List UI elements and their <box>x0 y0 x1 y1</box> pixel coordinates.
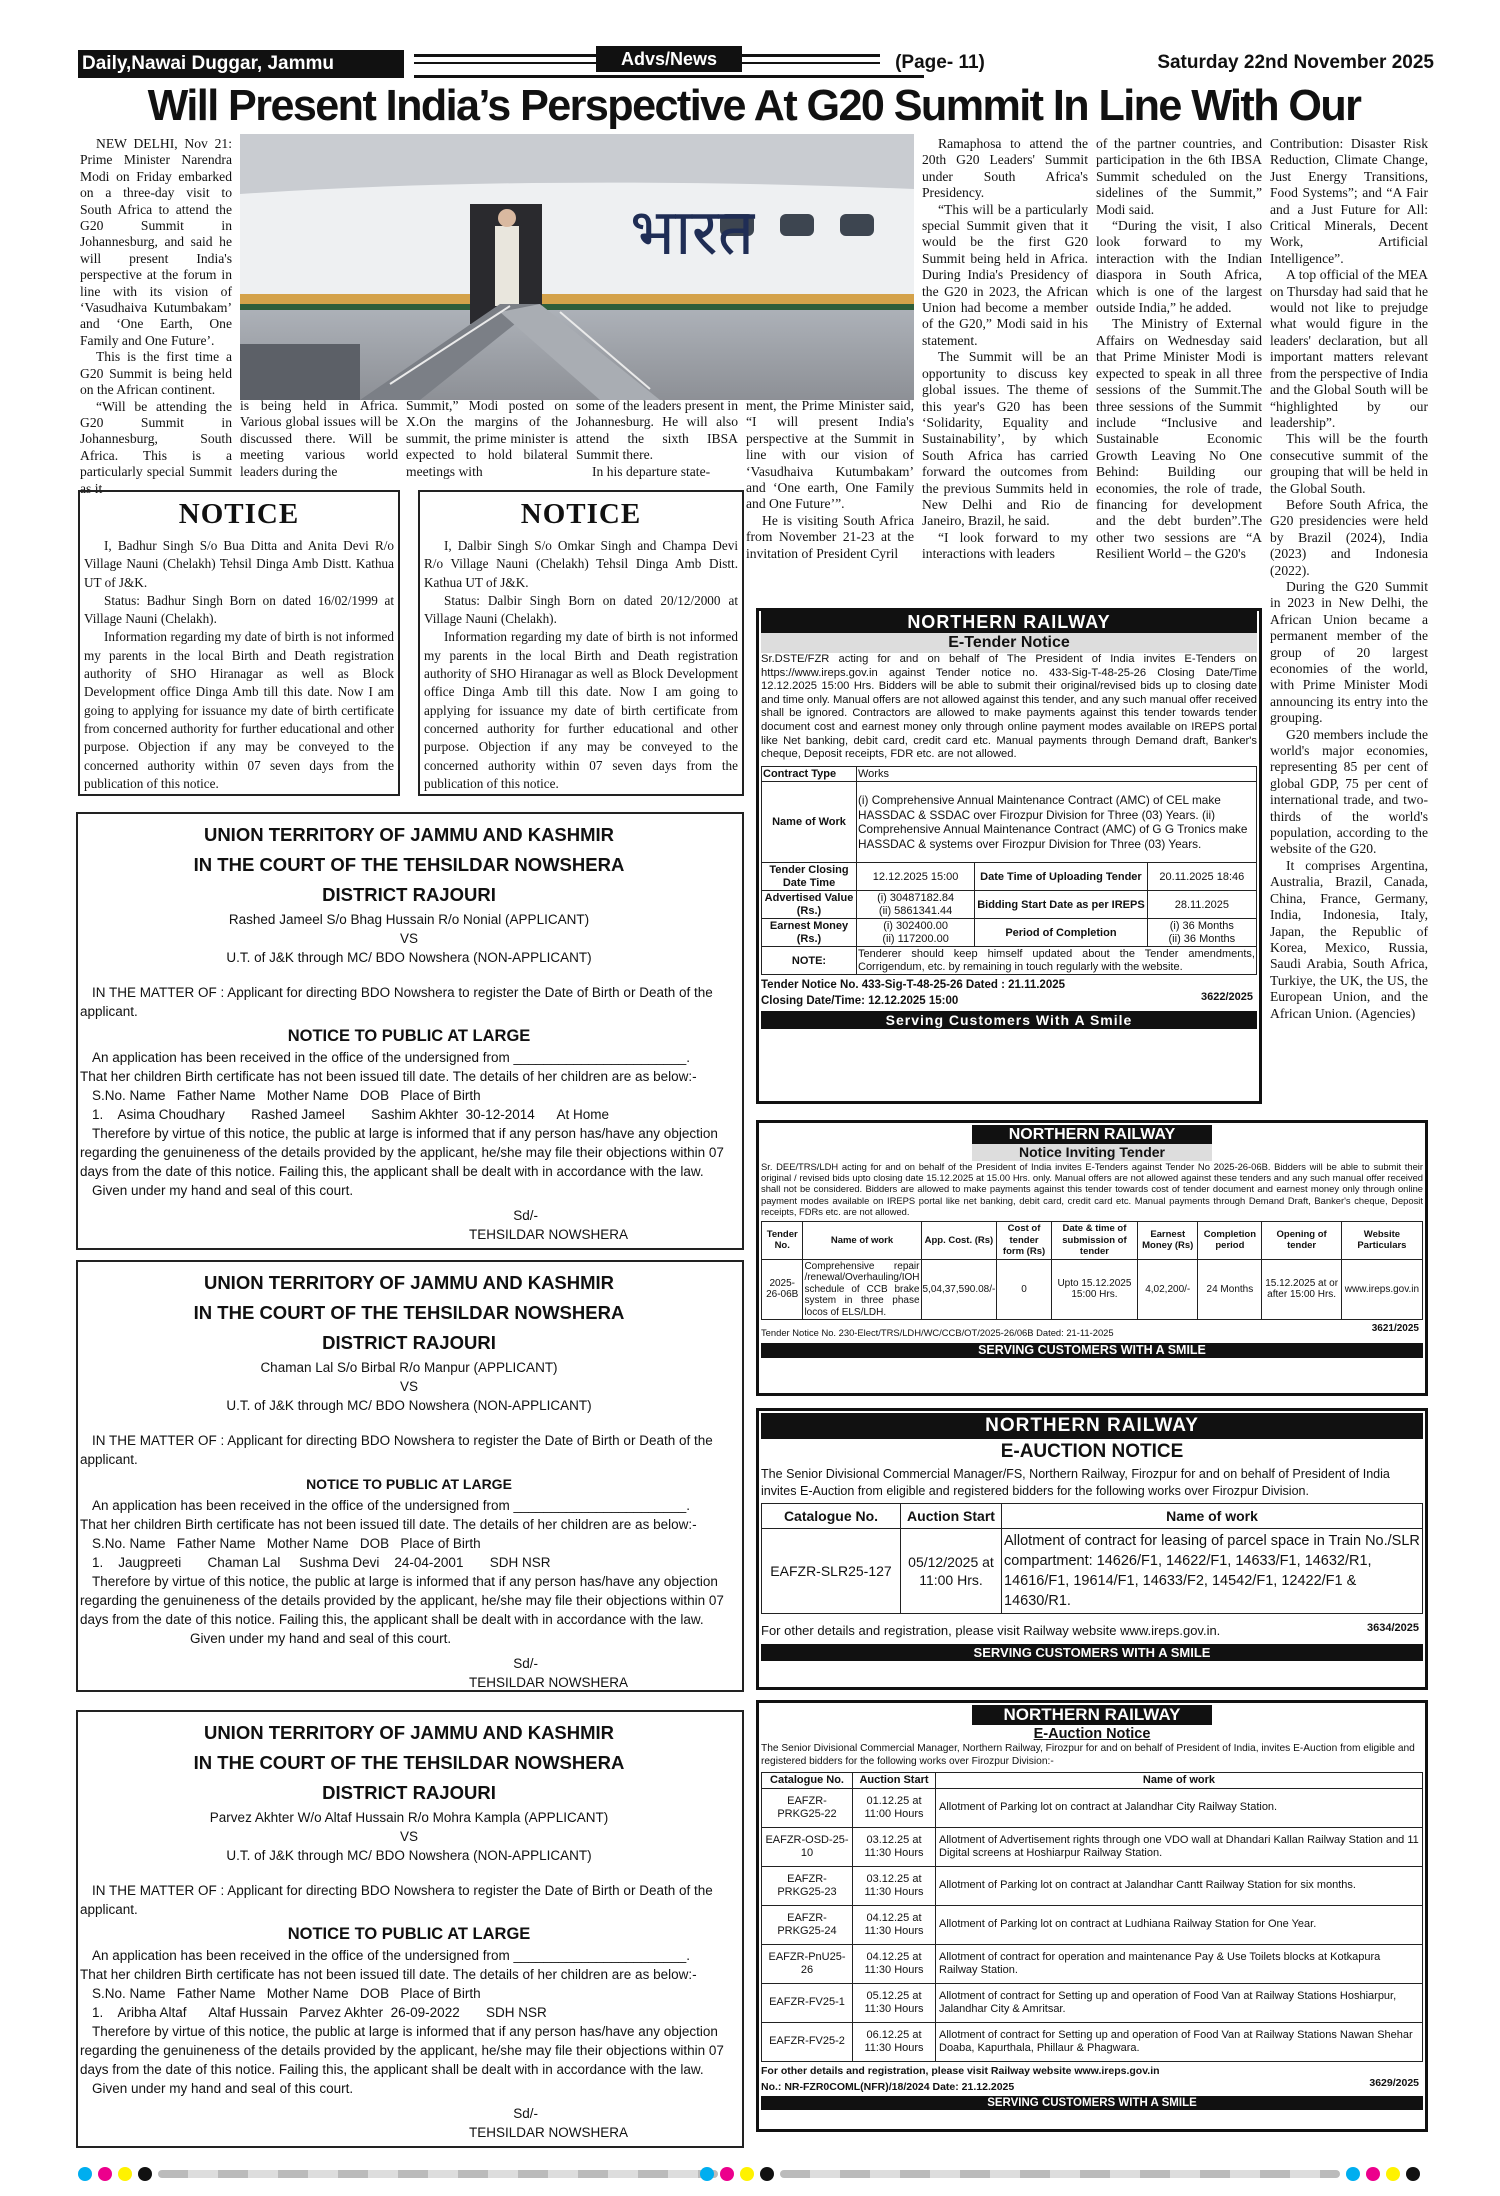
table-cell: 06.12.25 at 11:30 Hours <box>853 2022 936 2061</box>
cell: 05/12/2025 at 11:00 Hrs. <box>901 1529 1002 1614</box>
article-text: This will be the fourth consecutive summit of the grouping that will be held in the Global South. <box>1270 431 1428 496</box>
court-text: That her children Birth certificate has not been issued till date. The details of her children are as below:- <box>80 1967 697 1982</box>
court-sd: Sd/- <box>513 1208 538 1223</box>
notice-title: NOTICE <box>520 498 642 530</box>
table-row <box>762 1788 1423 1827</box>
railway-footer: For other details and registration, please visit Railway website www.ireps.gov.in <box>761 2064 1160 2077</box>
railway-intro: The Senior Divisional Commercial Manager/FS, Northern Railway, Firozpur for and on behalf of President of India invites E-Auction from eligible and registered bidders for the following works over Firozpur Division. <box>761 1466 1390 1498</box>
article-text: In his departure state- <box>592 463 711 479</box>
railway-auction-2 <box>756 1700 1428 2132</box>
table-cell: EAFZR-FV25-1 <box>762 1983 853 2022</box>
table-cell: 05.12.25 at 11:30 Hours <box>853 1983 936 2022</box>
railway-code: 3621/2025 <box>1371 1323 1419 1335</box>
article-text: of the partner countries, and participation in the 6th IBSA Summit scheduled on the sidelines of the Summit,” Modi said. <box>1096 136 1262 217</box>
court-heading: IN THE COURT OF THE TEHSILDAR NOWSHERA <box>193 1752 625 1773</box>
notice-title: NOTICE <box>178 498 300 530</box>
railway-tender-2 <box>756 1120 1428 1396</box>
notice-box-1 <box>78 490 400 796</box>
reg-bar <box>780 2170 1340 2178</box>
court-matter: IN THE MATTER OF : Applicant for directing BDO Nowshera to register the Date of Birth or Death of the applicant. <box>80 1433 713 1467</box>
notice-text: I, Dalbir Singh S/o Omkar Singh and Champa Devi R/o Village Nauni (Chelakh) Tehsil Dinga Amb Distt. Kathua UT of J&K. <box>424 538 738 590</box>
railway-tender-table <box>761 1221 1423 1320</box>
railway-title: NORTHERN RAILWAY <box>972 1705 1212 1725</box>
table-cell: EAFZR-PRKG25-22 <box>762 1788 853 1827</box>
court-public-title: NOTICE TO PUBLIC AT LARGE <box>306 1476 512 1492</box>
article-text: NEW DELHI, Nov 21: Prime Minister Narendra Modi on Friday embarked on a three-day visit to South Africa to attend the G20 Summit in Johannesburg, and said he will present India's perspective at the forum in line with its vision of ‘Vasudhaiva Kutumbakam’ and ‘One Earth, One Family and One Future’. <box>80 136 232 348</box>
reg-dot-yellow <box>118 2167 132 2181</box>
railway-subtitle: E-AUCTION NOTICE <box>1000 1441 1184 1462</box>
table-cell: Allotment of Advertisement rights through one VDO wall at Dhandari Kallan Railway Station and 11 Digital screens at Hoshiarpur Railway Station. <box>936 1827 1423 1866</box>
reg-dot-cyan <box>78 2167 92 2181</box>
railway-footer: For other details and registration, please visit Railway website www.ireps.gov.in. <box>761 1623 1221 1638</box>
article-text: Summit,” Modi posted on X.On the margins of the summit, the prime minister is expected to hold bilateral meetings with <box>406 398 568 479</box>
table-cell: 01.12.25 at 11:00 Hours <box>853 1788 936 1827</box>
railway-slogan: SERVING CUSTOMERS WITH A SMILE <box>761 1343 1423 1358</box>
table-row <box>762 1983 1423 2022</box>
cell: (i) Comprehensive Annual Maintenance Contract (AMC) of CEL make HASSDAC & SSDAC over Firozpur Division for Three (03) Years. (ii) Comprehensive Annual Maintenance Contract (AMC) of G G Tronics make HASSDAC & systems over Firozpur Division for Three (03) Years. <box>857 782 1257 863</box>
court-text: Therefore by virtue of this notice, the public at large is informed that if any person has/have any objection regarding the genuineness of the details provided by the applicant, he/she may file their objections within 07 days from the date of this notice. Failing this, the applicant shall be dealt with in accordance with the law. <box>80 1574 724 1627</box>
court-notice-2 <box>76 1260 744 1692</box>
article-col-8 <box>1270 136 1428 1022</box>
article-col-4 <box>576 398 738 480</box>
railway-slogan: Serving Customers With A Smile <box>761 1011 1257 1029</box>
table-cell: Allotment of Parking lot on contract at Jalandhar Cantt Railway Station for six months. <box>936 1866 1423 1905</box>
cell: (i) 302400.00 (ii) 117200.00 <box>857 919 975 947</box>
table-cell: Allotment of Parking lot on contract at Jalandhar City Railway Station. <box>936 1788 1423 1827</box>
table-cell: Allotment of contract for Setting up and operation of Food Van at Railway Stations Nawan Shehar Doaba, Kapurthala, Phillaur & Phagwara. <box>936 2022 1423 2061</box>
table-cell: EAFZR-PRKG25-24 <box>762 1905 853 1944</box>
table-cell: EAFZR-FV25-2 <box>762 2022 853 2061</box>
railway-auction-1 <box>756 1408 1428 1690</box>
table-cell: Upto 15.12.2025 15:00 Hrs. <box>1051 1259 1137 1320</box>
registration-marks-left <box>78 2166 718 2182</box>
article-col-5 <box>746 398 914 562</box>
table-cell: www.ireps.gov.in <box>1341 1259 1422 1320</box>
railway-intro: The Senior Divisional Commercial Manager, Northern Railway, Firozpur for and on behalf of President of India, invites E-Auction from eligible and registered bidders for the following works over Firozpur Division:- <box>761 1743 1415 1767</box>
court-table-row: 1. Jaugpreeti Chaman Lal Sushma Devi 24-04-2001 SDH NSR <box>92 1555 551 1570</box>
svg-text:भारत: भारत <box>630 196 755 270</box>
table-cell: Allotment of contract for operation and maintenance Pay & Use Toilets blocks at Kotkapura Railway Station. <box>936 1944 1423 1983</box>
article-text: A top official of the MEA on Thursday had said that he would not like to prejudge what would figure in the leaders' declaration, but all important matters relevant from the perspective of India and the Global South will be “highlighted by our leadership”. <box>1270 267 1428 430</box>
court-vs: VS <box>399 1829 418 1844</box>
article-col-7 <box>1096 136 1262 563</box>
article-text: ment, the Prime Minister said, “I will present India's perspective at the Summit in line with our vision of ‘Vasudhaiva Kutumbakam’ and ‘One earth, One Family and One Future’”. <box>746 398 914 512</box>
table-cell: 5,04,37,590.08/- <box>921 1259 997 1320</box>
article-text: G20 members include the world's major economies, representing 85 per cent of global GDP, 75 per cent of international trade, and two-thirds of the world's population, according to the website of the G20. <box>1270 726 1428 857</box>
table-header-cell: Earnest Money (Rs) <box>1138 1222 1198 1260</box>
table-header-cell: Date & time of submission of tender <box>1051 1222 1137 1260</box>
court-sign: TEHSILDAR NOWSHERA <box>468 2125 628 2140</box>
article-text: The Ministry of External Affairs on Wednesday said that Prime Minister Modi is expected to speak in all three sessions of the Summit.The three sessions of the Summit include “Inclusive and Sustainable Economic Growth Leaving No One Behind: Building our economies, the role of trade, financing for development and the debt burden”.The other two sessions are “A Resilient World – the G20's <box>1096 316 1262 562</box>
table-cell: Comprehensive repair /renewal/Overhauling/IOH schedule of CCB brake system in three phase locos of ELS/LDH. <box>804 1260 920 1318</box>
notice-box-2 <box>418 490 744 796</box>
cell: Earnest Money (Rs.) <box>762 919 857 947</box>
railway-footer: Closing Date/Time: 12.12.2025 15:00 <box>761 995 959 1008</box>
cell: Contract Type <box>762 766 857 782</box>
court-sign: TEHSILDAR NOWSHERA <box>468 1227 628 1242</box>
court-respondent: U.T. of J&K through MC/ BDO Nowshera (NON-APPLICANT) <box>226 1398 592 1413</box>
table-row <box>762 2022 1423 2061</box>
court-applicant: Chaman Lal S/o Birbal R/o Manpur (APPLICANT) <box>260 1360 558 1375</box>
notice-body <box>80 537 398 793</box>
masthead-page: (Page- 11) <box>880 52 1000 74</box>
article-col-3 <box>406 398 568 480</box>
cell: Period of Completion <box>975 919 1147 947</box>
table-header-cell: Cost of tender form (Rs) <box>997 1222 1051 1260</box>
headline: Will Present India’s Perspective At G20 Summit In Line With Our <box>147 81 1361 130</box>
court-table-header: S.No. Name Father Name Mother Name DOB Place of Birth <box>92 1088 481 1103</box>
cell: EAFZR-SLR25-127 <box>762 1529 901 1614</box>
cell: Name of work <box>936 1773 1423 1789</box>
railway-footer-row <box>761 1622 1423 1640</box>
cell: Tender Closing Date Time <box>762 863 857 891</box>
article-text: Contribution: Disaster Risk Reduction, Climate Change, Just Energy Transitions, Food Systems”; and “A Fair and a Just Future for All: Critical Minerals, Decent Work, Artificial Intelligence”. <box>1270 136 1428 266</box>
railway-title: NORTHERN RAILWAY <box>761 611 1257 633</box>
table-cell: EAFZR-OSD-25-10 <box>762 1827 853 1866</box>
court-sd: Sd/- <box>513 2106 538 2121</box>
notice-body <box>420 537 742 793</box>
registration-marks-right <box>700 2166 1426 2182</box>
masthead-center: Advs/News <box>596 46 742 72</box>
article-text: is being held in Africa. Various global issues will be discussed there. Will be meeting various world leaders during the <box>240 398 398 479</box>
court-table-row: 1. Asima Choudhary Rashed Jameel Sashim Akhter 30-12-2014 At Home <box>92 1107 610 1122</box>
article-text: “Will be attending the G20 Summit in Johannesburg, South Africa. This is a particularly special Summit as it <box>80 398 232 496</box>
court-text: Therefore by virtue of this notice, the public at large is informed that if any person has/have any objection regarding the genuineness of the details provided by the applicant, he/she may file their objections within 07 days from the date of this notice. Failing this, the applicant shall be dealt with in accordance with the law. <box>80 2024 724 2077</box>
court-matter: IN THE MATTER OF : Applicant for directing BDO Nowshera to register the Date of Birth or Death of the applicant. <box>80 1883 713 1917</box>
cell: 12.12.2025 15:00 <box>857 863 975 891</box>
railway-footer-row <box>761 1323 1423 1341</box>
court-text: That her children Birth certificate has not been issued till date. The details of her children are as below:- <box>80 1517 697 1532</box>
court-notice-1 <box>76 812 744 1250</box>
cell: Catalogue No. <box>762 1773 853 1789</box>
cell: Tenderer should keep himself updated about the Tender amendments, Corrigendum, etc. by remaining in touch regularly with the website. <box>858 948 1255 973</box>
railway-intro: Sr. DEE/TRS/LDH acting for and on behalf of the President of India invites E-Tenders against Tender No 2025-26-06B. Bidders will be able to submit their original / revised bids upto closing date 15.12.2025 at 15.00 Hrs. only. Manual offers are not allowed against these tenders and any such manual offer received shall not be considered. Bidders are allowed to make payments against this tender towards cost of tender document and earnest money only through online payment modes available on IREPS portal like net banking, debit card, credit card etc. Manual payments through Demand Draft, Banker's cheque, Deposit receipts, FDRs etc. are not allowed. <box>761 1161 1423 1217</box>
article-text: Before South Africa, the G20 presidencies were held by Brazil (2024), India (2023) and Indonesia (2022). <box>1270 496 1428 578</box>
cell: Name of Work <box>762 782 857 863</box>
court-vs: VS <box>399 931 418 946</box>
railway-code: 3629/2025 <box>1369 2076 1419 2089</box>
table-cell: 24 Months <box>1198 1259 1262 1320</box>
cell: 20.11.2025 18:46 <box>1147 863 1256 891</box>
railway-footer: Tender Notice No. 230-Elect/TRS/LDH/WC/CCB/OT/2025-26/06B Dated: 21-11-2025 <box>761 1327 1114 1339</box>
article-col-1 <box>80 136 232 497</box>
notice-text: Information regarding my date of birth is not informed my parents in the local Birth and Death registration authority of SHO Hiranagar as well as Block Development office Dinga Amb till this date. Now I am going to applying for issuance my date of birth certificate from concerned authority for further educational and other purpose. Objection if any may be conveyed to the concerned authority within 07 seven days from the publication of this notice. <box>424 629 738 791</box>
cell: Auction Start <box>901 1504 1002 1529</box>
cell: Catalogue No. <box>762 1504 901 1529</box>
railway-subtitle: E-Auction Notice <box>1033 1726 1151 1742</box>
cell: Auction Start <box>853 1773 936 1789</box>
article-col-6 <box>922 136 1088 563</box>
railway-tender-1 <box>756 608 1262 1104</box>
court-text: Given under my hand and seal of this court. <box>190 1631 452 1646</box>
table-cell: 2025-26-06B <box>762 1259 803 1320</box>
railway-title: NORTHERN RAILWAY <box>972 1125 1212 1144</box>
cell: (i) 36 Months (ii) 36 Months <box>1147 919 1256 947</box>
court-sign: TEHSILDAR NOWSHERA <box>468 1675 628 1690</box>
aircraft-illustration <box>240 134 914 400</box>
table-header-cell: Name of work <box>803 1222 921 1260</box>
court-applicant: Parvez Akhter W/o Altaf Hussain R/o Mohra Kampla (APPLICANT) <box>209 1810 609 1825</box>
court-text: Therefore by virtue of this notice, the public at large is informed that if any person has/have any objection regarding the genuineness of the details provided by the applicant, he/she may file their objections within 07 days from the date of this notice. Failing this, the applicant shall be dealt with in accordance with the law. <box>80 1126 724 1179</box>
court-heading: IN THE COURT OF THE TEHSILDAR NOWSHERA <box>193 854 625 875</box>
court-heading: DISTRICT RAJOURI <box>322 1332 496 1353</box>
railway-intro: Sr.DSTE/FZR acting for and on behalf of The President of India invites E-Tenders on https://www.ireps.gov.in against Tender notice no. 433-Sig-T-48-25-26 Closing Date/Time 12.12.2025 15:00 Hrs. Bidders will be able to submit their original/revised bids up to closing date and time only. Manual offers are not allowed against this tender, and any such manual offer received shall be ignored. Contractors are allowed to make payments against this tender towards tender document cost and earnest money only through online payment modes available on IREPS portal like Net banking, debit card, credit card etc. Manual payments through Demand draft, Banker's cheque, Deposit receipts, FDR etc. are not allowed. <box>761 653 1257 761</box>
table-cell: Allotment of contract for Setting up and operation of Food Van at Railway Stations Hoshiarpur, Jalandhar City & Amritsar. <box>936 1983 1423 2022</box>
court-table-row: 1. Aribha Altaf Altaf Hussain Parvez Akhter 26-09-2022 SDH NSR <box>92 2005 547 2020</box>
table-cell: Allotment of Parking lot on contract at Ludhiana Railway Station for One Year. <box>936 1905 1423 1944</box>
court-sd: Sd/- <box>513 1656 538 1671</box>
reg-dot-cyan <box>1346 2167 1360 2181</box>
table-row <box>762 1827 1423 1866</box>
table-header-cell: App. Cost. (Rs) <box>921 1222 997 1260</box>
reg-dot-magenta <box>98 2167 112 2181</box>
masthead <box>78 49 1434 80</box>
masthead-date: Saturday 22nd November 2025 <box>1157 52 1434 73</box>
railway-tender-table <box>761 766 1257 976</box>
reg-dot-black <box>1406 2167 1420 2181</box>
court-text: An application has been received in the office of the undersigned from _______________________. <box>92 1050 690 1065</box>
notice-text: Status: Badhur Singh Born on dated 16/02/1999 at Village Nauni (Chelakh). <box>84 592 394 627</box>
court-text: An application has been received in the office of the undersigned from _______________________. <box>92 1948 690 1963</box>
court-applicant: Rashed Jameel S/o Bhag Hussain R/o Nonial (APPLICANT) <box>228 912 590 927</box>
cell: NOTE: <box>762 947 857 975</box>
notice-text: I, Badhur Singh S/o Bua Ditta and Anita Devi R/o Village Nauni (Chelakh) Tehsil Dinga Amb Distt. Kathua UT of J&K. <box>84 538 394 590</box>
table-cell: 15.12.2025 at or after 15:00 Hrs. <box>1262 1259 1341 1320</box>
court-text: An application has been received in the office of the undersigned from _______________________. <box>92 1498 690 1513</box>
cell: 28.11.2025 <box>1147 891 1256 919</box>
cell: Advertised Value (Rs.) <box>762 891 857 919</box>
table-cell: 03.12.25 at 11:30 Hours <box>853 1866 936 1905</box>
article-text: During the G20 Summit in 2023 in New Delhi, the African Union became a permanent member of the group of 20 largest economies of the world, with Prime Minister Modi announcing its entry into the grouping. <box>1270 578 1428 726</box>
court-vs: VS <box>399 1379 418 1394</box>
aircraft-photo <box>240 134 914 400</box>
court-text: Given under my hand and seal of this court. <box>92 2081 354 2096</box>
table-cell: 03.12.25 at 11:30 Hours <box>853 1827 936 1866</box>
court-heading: UNION TERRITORY OF JAMMU AND KASHMIR <box>203 824 615 845</box>
railway-auction-table <box>761 1772 1423 2062</box>
table-header-cell: Tender No. <box>762 1222 803 1260</box>
railway-footer: No.: NR-FZR0COML(NFR)/18/2024 Date: 21.12.2025 <box>761 2080 1015 2093</box>
notice-text: Information regarding my date of birth is not informed my parents in the local Birth and Death registration authority of SHO Hiranagar as well as Block Development office Dinga Amb till this date. Now I am going to applying for issuance my date of birth certificate from concerned authority for further educational and other purpose. Objection if any may be conveyed to the concerned authority within 07 seven days from the publication of this notice. <box>84 629 394 791</box>
court-notice-3 <box>76 1710 744 2148</box>
reg-dot-cyan <box>700 2167 714 2181</box>
court-heading: UNION TERRITORY OF JAMMU AND KASHMIR <box>203 1722 615 1743</box>
article-text: some of the leaders present in Johannesburg. He will also attend the sixth IBSA Summit there. <box>576 398 738 463</box>
court-heading: DISTRICT RAJOURI <box>322 884 496 905</box>
reg-bar <box>158 2170 718 2178</box>
cell: Works <box>857 766 1257 782</box>
article-text: “During the visit, I also look forward to my interaction with the Indian diaspora in South Africa, which is one of the largest outside India,” he added. <box>1096 218 1262 316</box>
court-heading: UNION TERRITORY OF JAMMU AND KASHMIR <box>203 1272 615 1293</box>
court-matter: IN THE MATTER OF : Applicant for directing BDO Nowshera to register the Date of Birth or Death of the applicant. <box>80 985 713 1019</box>
article-text: This is the first time a G20 Summit is being held on the African continent. <box>80 349 232 398</box>
court-public-title: NOTICE TO PUBLIC AT LARGE <box>287 1027 531 1045</box>
railway-footer-row <box>761 991 1257 1009</box>
court-table-header: S.No. Name Father Name Mother Name DOB Place of Birth <box>92 1986 481 2001</box>
reg-dot-magenta <box>720 2167 734 2181</box>
court-respondent: U.T. of J&K through MC/ BDO Nowshera (NON-APPLICANT) <box>226 950 592 965</box>
table-header-cell: Website Particulars <box>1341 1222 1422 1260</box>
table-header-cell: Completion period <box>1198 1222 1262 1260</box>
court-heading: DISTRICT RAJOURI <box>322 1782 496 1803</box>
reg-dot-black <box>760 2167 774 2181</box>
reg-dot-magenta <box>1366 2167 1380 2181</box>
table-row <box>762 1905 1423 1944</box>
article-text: He is visiting South Africa from November 21-23 at the invitation of President Cyril <box>746 512 914 561</box>
table-row <box>762 1866 1423 1905</box>
court-text: That her children Birth certificate has not been issued till date. The details of her children are as below:- <box>80 1069 697 1084</box>
article-text: “I look forward to my interactions with leaders <box>922 529 1088 562</box>
table-cell: 0 <box>997 1259 1051 1320</box>
court-public-title: NOTICE TO PUBLIC AT LARGE <box>287 1925 531 1943</box>
table-cell: EAFZR-PRKG25-23 <box>762 1866 853 1905</box>
table-cell: 04.12.25 at 11:30 Hours <box>853 1944 936 1983</box>
table-row <box>762 1944 1423 1983</box>
railway-auction-table <box>761 1503 1423 1614</box>
court-heading: IN THE COURT OF THE TEHSILDAR NOWSHERA <box>193 1302 625 1323</box>
article-text: Ramaphosa to attend the 20th G20 Leaders' Summit under South Africa's Presidency. <box>922 136 1088 201</box>
article-text: “This will be a particularly special Summit given that it would be the first G20 Summit being held in Africa. During India's Presidency of the G20 in 2023, the African Union had become a member of the G20,” Modi said in his statement. <box>922 201 1088 348</box>
table-header-cell: Opening of tender <box>1262 1222 1341 1260</box>
article-text: It comprises Argentina, Australia, Brazil, Canada, China, France, Germany, India, Indonesia, Italy, Japan, the Republic of Korea, Mexico, Russia, Saudi Arabia, South Africa, Turkiye, the UK, the US, the European Union, and the African Union. (Agencies) <box>1270 857 1428 1021</box>
railway-slogan: SERVING CUSTOMERS WITH A SMILE <box>761 2096 1423 2110</box>
masthead-left: Daily,Nawai Duggar, Jammu <box>78 50 404 78</box>
cell: Date Time of Uploading Tender <box>975 863 1147 891</box>
article-col-2 <box>240 398 398 480</box>
cell: Name of work <box>1002 1504 1423 1529</box>
reg-dot-yellow <box>740 2167 754 2181</box>
reg-dot-black <box>138 2167 152 2181</box>
table-cell: 4,02,200/- <box>1138 1259 1198 1320</box>
table-cell: 04.12.25 at 11:30 Hours <box>853 1905 936 1944</box>
railway-title: NORTHERN RAILWAY <box>761 1413 1423 1439</box>
article-text: The Summit will be an opportunity to discuss key global issues. The theme of this year's G20 has been ‘Solidarity, Equality and Sustainability’, by which South Africa has carried forward the outcomes from the previous Summits held in New Delhi and Rio de Janeiro, Brazil, he said. <box>922 349 1088 529</box>
railway-subtitle: E-Tender Notice <box>761 633 1257 653</box>
railway-subtitle: Notice Inviting Tender <box>972 1144 1212 1161</box>
cell: Allotment of contract for leasing of parcel space in Train No./SLR compartment: 14626/F1, 14622/F1, 14633/F1, 14632/R1, 14616/F1, 19614/F1, 14633/F2, 14542/F1, 12422/F1 & 14630/R1. <box>1002 1529 1423 1614</box>
railway-footer: Tender Notice No. 433-Sig-T-48-25-26 Dated : 21.11.2025 <box>761 979 1066 992</box>
railway-footer-row <box>761 2077 1423 2095</box>
court-table-header: S.No. Name Father Name Mother Name DOB Place of Birth <box>92 1536 481 1551</box>
court-respondent: U.T. of J&K through MC/ BDO Nowshera (NON-APPLICANT) <box>226 1848 592 1863</box>
reg-dot-yellow <box>1386 2167 1400 2181</box>
cell: Bidding Start Date as per IREPS <box>975 891 1147 919</box>
notice-text: Status: Dalbir Singh Born on dated 20/12/2000 at Village Nauni (Chelakh). <box>424 592 738 627</box>
court-text: Given under my hand and seal of this court. <box>92 1183 354 1198</box>
railway-code: 3622/2025 <box>1201 991 1253 1004</box>
cell: (i) 30487182.84 (ii) 5861341.44 <box>857 891 975 919</box>
railway-code: 3634/2025 <box>1367 1622 1419 1634</box>
railway-slogan: SERVING CUSTOMERS WITH A SMILE <box>761 1644 1423 1661</box>
table-cell: EAFZR-PnU25-26 <box>762 1944 853 1983</box>
